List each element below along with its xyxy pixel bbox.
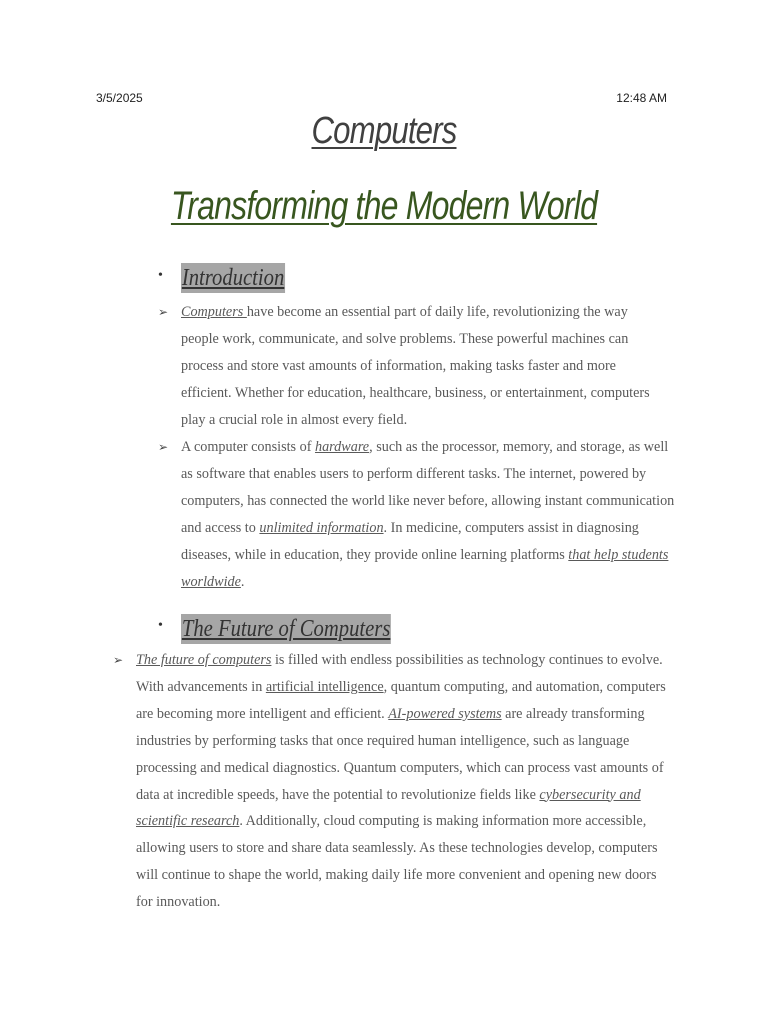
- document-subtitle: Transforming the Modern World: [170, 184, 598, 228]
- link-computers[interactable]: Computers: [181, 304, 247, 320]
- header-date: 3/5/2025: [96, 91, 143, 105]
- arrow-bullet-icon: ➢: [158, 440, 169, 454]
- link-hardware[interactable]: hardware: [314, 439, 370, 455]
- document-title: Computers: [311, 110, 457, 152]
- link-ai-powered-systems[interactable]: AI-powered systems: [388, 705, 502, 722]
- bullet-icon: •: [158, 618, 163, 633]
- link-students-worldwide[interactable]: that help students worldwide: [181, 546, 669, 590]
- arrow-bullet-icon: ➢: [158, 305, 169, 319]
- intro-paragraph-2: A computer consists of hardware, such as the processor, memory, and storage, as well as software that enables users to perform different tasks. The internet, powered by computers, has connected the world like never before, allowing instant communication and access to unlimited information. In medicine, computers assist in diagnosing diseases, while in education, they provide online learning platforms that help students worldwide.: [181, 439, 675, 590]
- bullet-icon: •: [158, 268, 163, 283]
- link-unlimited-information[interactable]: unlimited information: [259, 519, 384, 536]
- link-future-of-computers[interactable]: The future of computers: [136, 652, 272, 668]
- link-artificial-intelligence[interactable]: artificial intelligence: [265, 678, 384, 695]
- header-time: 12:48 AM: [616, 91, 667, 105]
- section-heading-introduction: Introduction: [181, 265, 285, 291]
- arrow-bullet-icon: ➢: [113, 653, 124, 667]
- link-cybersecurity-research[interactable]: cybersecurity and scientific research: [136, 786, 641, 830]
- future-paragraph: The future of computers is filled with endless possibilities as technology continues to evolve. With advancements in artificial intelligence, quantum computing, and automation, computers are becoming more intelligent and efficient. AI-powered systems are already transforming industries by performing tasks that once required human intelligence, such as language processing and medical diagnostics. Quantum computers, which can process vast amounts of data at incredible speeds, have the potential to revolutionize fields like cybersecurity and scientific research. Additionally, cloud computing is making information more accessible, allowing users to store and share data seamlessly. As these technologies develop, computers will continue to shape the world, making daily life more convenient and opening new doors for innovation.: [136, 652, 666, 911]
- section-heading-future: The Future of Computers: [181, 616, 391, 642]
- intro-paragraph-1: Computers have become an essential part of daily life, revolutionizing the way people work, communicate, and solve problems. These powerful machines can process and store vast amounts of information, making tasks faster and more efficient. Whether for education, healthcare, business, or entertainment, computers play a crucial role in almost every field.: [181, 304, 650, 428]
